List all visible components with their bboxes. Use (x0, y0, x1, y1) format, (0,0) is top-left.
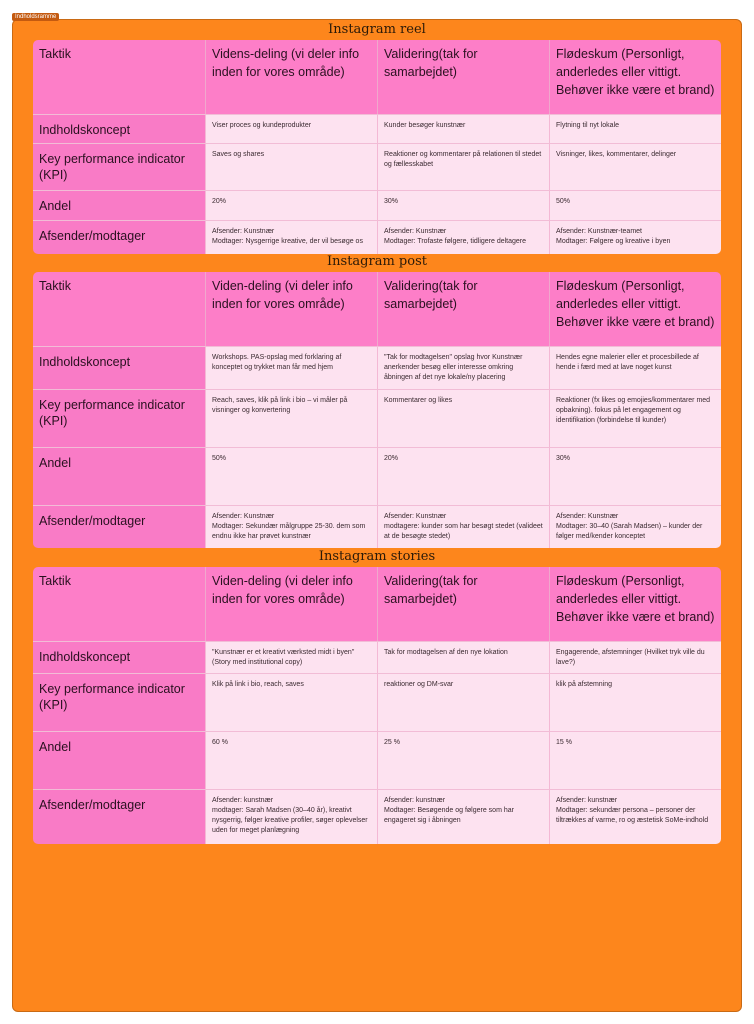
row-afsender-modtager (33, 221, 721, 254)
table-cell[interactable]: Afsender: kunstnær Modtager: Besøgende og følgere som har engageret sig i åbningen (377, 790, 549, 844)
table-cell[interactable]: 50% (549, 191, 721, 220)
table-cell[interactable]: Saves og shares (205, 144, 377, 190)
row-label[interactable]: Indholdskoncept (33, 115, 205, 143)
row-indholdskoncept (33, 115, 721, 144)
table-cell[interactable]: Hendes egne malerier eller et procesbillede af hende i færd med at lave noget kunst (549, 347, 721, 389)
row-label[interactable]: Afsender/modtager (33, 506, 205, 548)
row-indholdskoncept (33, 347, 721, 390)
row-andel (33, 191, 721, 221)
header-cell-column[interactable]: Viden-deling (vi deler info inden for vores område) (205, 272, 377, 346)
table-cell[interactable]: Kommentarer og likes (377, 390, 549, 447)
table-cell[interactable]: Klik på link i bio, reach, saves (205, 674, 377, 731)
row-kpi (33, 144, 721, 191)
row-andel (33, 448, 721, 506)
table-header-row (33, 272, 721, 347)
section-title: Instagram post (327, 254, 427, 269)
table-cell[interactable]: Engagerende, afstemninger (Hvilket tryk ville du lave?) (549, 642, 721, 673)
header-cell-column[interactable]: Videns-deling (vi deler info inden for vores område) (205, 40, 377, 114)
table-cell[interactable]: "Tak for modtagelsen" opslag hvor Kunstnær anerkender besøg eller interesse omkring åbningen af det nye lokale/ny placering (377, 347, 549, 389)
section-title: Instagram reel (328, 22, 426, 37)
row-label[interactable]: Afsender/modtager (33, 221, 205, 254)
table-cell[interactable]: Afsender: Kunstnær modtagere: kunder som har besøgt stedet (valideet at de besøgte stedet) (377, 506, 549, 548)
header-cell-column[interactable]: Validering(tak for samarbejdet) (377, 567, 549, 641)
table-cell[interactable]: 15 % (549, 732, 721, 789)
header-cell-column[interactable]: Flødeskum (Personligt, anderledes eller vittigt. Behøver ikke være et brand) (549, 40, 721, 114)
table-cell[interactable]: 25 % (377, 732, 549, 789)
section-title: Instagram stories (318, 549, 436, 564)
table-cell[interactable]: Afsender: Kunstnær-teamet Modtager: Følgere og kreative i byen (549, 221, 721, 254)
frame-label[interactable]: Indholdsramme (12, 13, 59, 21)
row-label[interactable]: Andel (33, 191, 205, 220)
table-cell[interactable]: Tak for modtagelsen af den nye lokation (377, 642, 549, 673)
table-header-row (33, 40, 721, 115)
table-cell[interactable]: reaktioner og DM-svar (377, 674, 549, 731)
row-kpi (33, 390, 721, 448)
table-cell[interactable]: 30% (549, 448, 721, 505)
header-cell-taktik[interactable]: Taktik (33, 272, 205, 346)
row-label[interactable]: Key performance indicator (KPI) (33, 674, 205, 731)
table-cell[interactable]: Afsender: Kunstnær Modtager: Sekundær målgruppe 25-30. dem som endnu ikke har prøvet kunstnær (205, 506, 377, 548)
table-cell[interactable]: Reaktioner (fx likes og emojies/kommentarer med opbakning). fokus på let engagement og identifikation (forbindelse til kunder) (549, 390, 721, 447)
table-header-row (33, 567, 721, 642)
row-label[interactable]: Key performance indicator (KPI) (33, 390, 205, 447)
row-label[interactable]: Key performance indicator (KPI) (33, 144, 205, 190)
table-cell[interactable]: 50% (205, 448, 377, 505)
row-indholdskoncept (33, 642, 721, 674)
row-andel (33, 732, 721, 790)
table-cell[interactable]: "Kunstnær er et kreativt værksted midt i byen" (Story med institutional copy) (205, 642, 377, 673)
table-cell[interactable]: Flytning til nyt lokale (549, 115, 721, 143)
table-cell[interactable]: Viser proces og kundeprodukter (205, 115, 377, 143)
row-label[interactable]: Afsender/modtager (33, 790, 205, 844)
row-afsender-modtager (33, 790, 721, 844)
strategy-table (33, 567, 721, 844)
table-cell[interactable]: Afsender: Kunstnær Modtager: Nysgerrige kreative, der vil besøge os (205, 221, 377, 254)
row-label[interactable]: Indholdskoncept (33, 347, 205, 389)
strategy-table (33, 40, 721, 254)
header-cell-column[interactable]: Validering(tak for samarbejdet) (377, 40, 549, 114)
header-cell-column[interactable]: Flødeskum (Personligt, anderledes eller vittigt. Behøver ikke være et brand) (549, 272, 721, 346)
header-cell-column[interactable]: Validering(tak for samarbejdet) (377, 272, 549, 346)
row-afsender-modtager (33, 506, 721, 548)
table-cell[interactable]: Reaktioner og kommentarer på relationen til stedet og fællesskabet (377, 144, 549, 190)
row-label[interactable]: Indholdskoncept (33, 642, 205, 673)
table-cell[interactable]: 30% (377, 191, 549, 220)
table-cell[interactable]: klik på afstemning (549, 674, 721, 731)
table-cell[interactable]: Afsender: kunstnær modtager: Sarah Madsen (30–40 år), kreativt nysgerrig, følger kreative profiler, søger oplevelser uden for meget planlægning (205, 790, 377, 844)
table-cell[interactable]: Reach, saves, klik på link i bio – vi måler på visninger og konvertering (205, 390, 377, 447)
table-cell[interactable]: Visninger, likes, kommentarer, delinger (549, 144, 721, 190)
table-cell[interactable]: 20% (205, 191, 377, 220)
table-cell[interactable]: Afsender: kunstnær Modtager: sekundær persona – personer der tiltrækkes af varme, ro og æstetisk SoMe-indhold (549, 790, 721, 844)
row-label[interactable]: Andel (33, 732, 205, 789)
row-label[interactable]: Andel (33, 448, 205, 505)
table-cell[interactable]: Afsender: Kunstnær Modtager: Trofaste følgere, tidligere deltagere (377, 221, 549, 254)
table-cell[interactable]: 60 % (205, 732, 377, 789)
table-cell[interactable]: Afsender: Kunstnær Modtager: 30–40 (Sarah Madsen) – kunder der følger med/kender konceptet (549, 506, 721, 548)
table-cell[interactable]: 20% (377, 448, 549, 505)
header-cell-column[interactable]: Viden-deling (vi deler info inden for vores område) (205, 567, 377, 641)
row-kpi (33, 674, 721, 732)
header-cell-taktik[interactable]: Taktik (33, 40, 205, 114)
table-cell[interactable]: Kunder besøger kunstnær (377, 115, 549, 143)
header-cell-taktik[interactable]: Taktik (33, 567, 205, 641)
header-cell-column[interactable]: Flødeskum (Personligt, anderledes eller vittigt. Behøver ikke være et brand) (549, 567, 721, 641)
strategy-table (33, 272, 721, 548)
table-cell[interactable]: Workshops. PAS-opslag med forklaring af konceptet og trykket man får med hjem (205, 347, 377, 389)
